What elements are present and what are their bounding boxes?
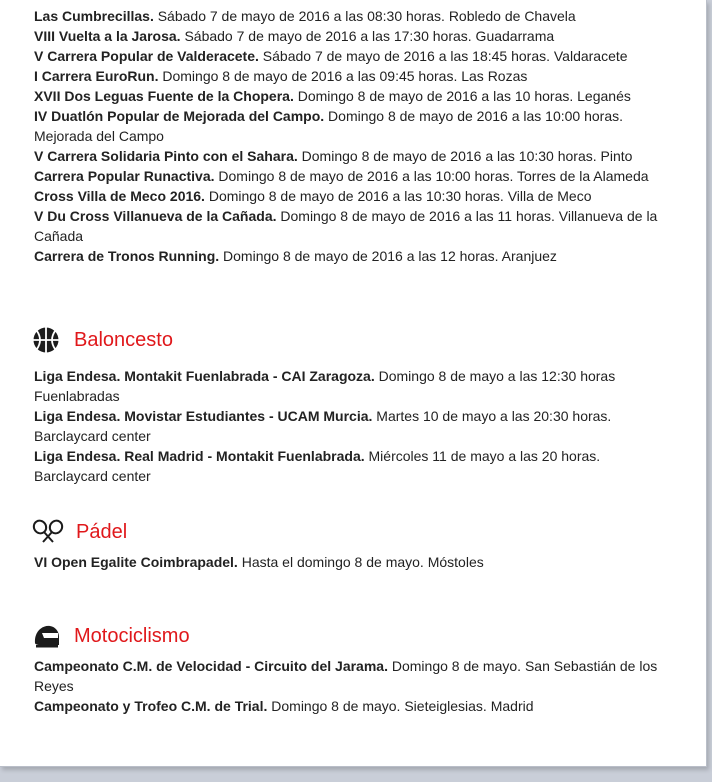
list-item <box>34 446 674 486</box>
section-title-baloncesto: Baloncesto <box>74 328 173 351</box>
list-item <box>34 146 674 166</box>
event-detail: Sábado 7 de mayo de 2016 a las 17:30 horas. Guadarrama <box>180 28 555 44</box>
event-name: Carrera de Tronos Running. <box>34 248 220 264</box>
event-detail: Domingo 8 de mayo a las 12:30 horas Fuenlabradas <box>34 368 616 404</box>
event-name: Liga Endesa. Movistar Estudiantes - UCAM Murcia. <box>34 408 373 424</box>
event-detail: Domingo 8 de mayo de 2016 a las 12 horas. Aranjuez <box>219 248 557 264</box>
event-detail: Sábado 7 de mayo de 2016 a las 18:45 horas. Valdaracete <box>258 48 628 64</box>
event-detail: Miércoles 11 de mayo a las 20 horas. Barclaycard center <box>34 448 601 484</box>
list-item <box>34 26 674 46</box>
atletismo-list <box>34 6 674 266</box>
event-name: Campeonato C.M. de Velocidad - Circuito del Jarama. <box>34 658 388 674</box>
event-name: Campeonato y Trofeo C.M. de Trial. <box>34 698 268 714</box>
event-name: Cross Villa de Meco 2016. <box>34 188 205 204</box>
event-name: V Carrera Popular de Valderacete. <box>34 48 259 64</box>
list-item <box>34 552 674 572</box>
motociclismo-header <box>32 622 190 650</box>
event-name: VI Open Egalite Coimbrapadel. <box>34 554 238 570</box>
motociclismo-list <box>34 656 674 716</box>
list-item <box>34 66 674 86</box>
event-detail: Domingo 8 de mayo de 2016 a las 11 horas. Villanueva de la Cañada <box>34 208 658 244</box>
basketball-icon <box>32 326 60 354</box>
baloncesto-list <box>34 366 674 486</box>
event-detail: Martes 10 de mayo a las 20:30 horas. Barclaycard center <box>34 408 612 444</box>
event-detail: Sábado 7 de mayo de 2016 a las 08:30 horas. Robledo de Chavela <box>153 8 576 24</box>
event-name: IV Duatlón Popular de Mejorada del Campo. <box>34 108 325 124</box>
event-detail: Domingo 8 de mayo. San Sebastián de los Reyes <box>34 658 658 694</box>
paddle-rackets-icon <box>32 519 64 545</box>
event-detail: Hasta el domingo 8 de mayo. Móstoles <box>237 554 484 570</box>
event-detail: Domingo 8 de mayo de 2016 a las 10:00 horas. Mejorada del Campo <box>34 108 624 144</box>
event-detail: Domingo 8 de mayo de 2016 a las 10:30 horas. Villa de Meco <box>204 188 592 204</box>
section-title-padel: Pádel <box>76 520 128 543</box>
baloncesto-header <box>32 326 173 354</box>
list-item <box>34 206 674 246</box>
event-name: Carrera Popular Runactiva. <box>34 168 215 184</box>
list-item <box>34 696 674 716</box>
event-name: V Du Cross Villanueva de la Cañada. <box>34 208 277 224</box>
event-name: I Carrera EuroRun. <box>34 68 159 84</box>
event-detail: Domingo 8 de mayo de 2016 a las 10:30 horas. Pinto <box>297 148 633 164</box>
event-name: V Carrera Solidaria Pinto con el Sahara. <box>34 148 298 164</box>
list-item <box>34 246 674 266</box>
event-name: XVII Dos Leguas Fuente de la Chopera. <box>34 88 294 104</box>
list-item <box>34 86 674 106</box>
list-item <box>34 166 674 186</box>
event-name: VIII Vuelta a la Jarosa. <box>34 28 181 44</box>
event-detail: Domingo 8 de mayo. Sieteiglesias. Madrid <box>267 698 534 714</box>
event-detail: Domingo 8 de mayo de 2016 a las 10:00 horas. Torres de la Alameda <box>214 168 649 184</box>
padel-header <box>32 518 127 546</box>
list-item <box>34 366 674 406</box>
event-detail: Domingo 8 de mayo de 2016 a las 10 horas. Leganés <box>293 88 631 104</box>
padel-list <box>34 552 674 572</box>
event-detail: Domingo 8 de mayo de 2016 a las 09:45 horas. Las Rozas <box>158 68 528 84</box>
list-item <box>34 6 674 26</box>
list-item <box>34 656 674 696</box>
event-name: Liga Endesa. Real Madrid - Montakit Fuenlabrada. <box>34 448 365 464</box>
list-item <box>34 406 674 446</box>
event-name: Las Cumbrecillas. <box>34 8 154 24</box>
list-item <box>34 186 674 206</box>
motorcycle-helmet-icon <box>32 623 60 649</box>
list-item <box>34 106 674 146</box>
event-name: Liga Endesa. Montakit Fuenlabrada - CAI Zaragoza. <box>34 368 375 384</box>
list-item <box>34 46 674 66</box>
section-title-motociclismo: Motociclismo <box>74 624 190 647</box>
